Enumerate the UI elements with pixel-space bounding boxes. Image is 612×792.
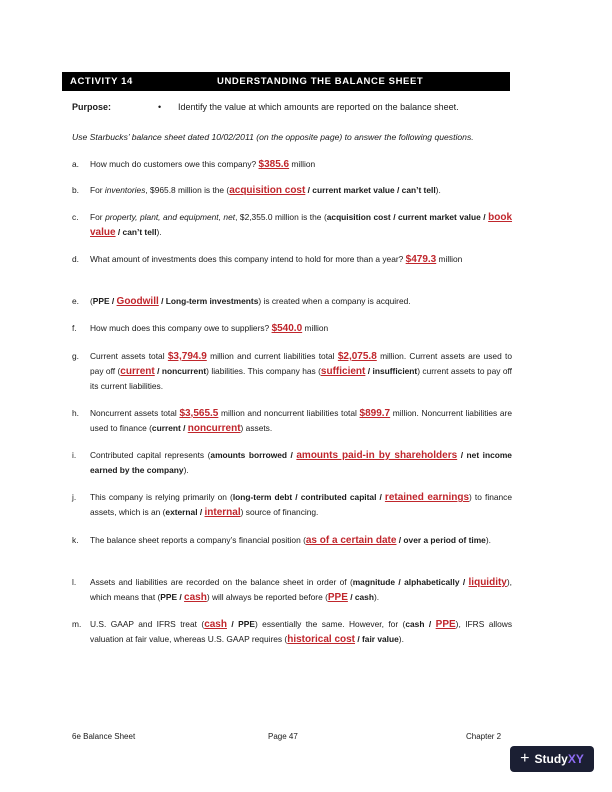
question-body: Noncurrent assets total $3,565.5 million and noncurrent liabilities total $899.7 million. Noncurrent liabilities are used to finance (current / noncurrent) assets. (90, 408, 512, 434)
answer: $899.7 (359, 408, 391, 419)
question-letter: e. (72, 296, 79, 306)
logo-xy-text: XY (567, 752, 584, 766)
activity-number: ACTIVITY 14 (70, 76, 133, 87)
question-body: U.S. GAAP and IFRS treat (cash / PPE) essentially the same. However, for (cash / PPE), IFRS allows valuation at fair value, whereas U.S. GAAP requires (historical cost / fair value). (90, 619, 513, 645)
instructions: Use Starbucks’ balance sheet dated 10/02/2011 (on the opposite page) to answer the following questions. (72, 132, 474, 142)
answer: noncurrent (187, 423, 241, 434)
answer: $385.6 (258, 159, 290, 170)
question-body: Current assets total $3,794.9 million and current liabilities total $2,075.8 million. Current assets are used to pay off (current / noncurrent) liabilities. This company has (sufficient / insufficient) current assets to pay off its current liabilities. (90, 351, 513, 391)
answer: liquidity (468, 577, 507, 588)
question-letter: f. (72, 323, 77, 333)
question-letter: i. (72, 450, 77, 460)
question-body: For inventories, $965.8 million is the (acquisition cost / current market value / can’t tell). (90, 185, 441, 196)
question-body: How much does this company owe to suppliers? $540.0 million (90, 323, 329, 334)
answer: internal (204, 507, 241, 518)
plus-icon: + (520, 750, 530, 767)
question-body: What amount of investments does this company intend to hold for more than a year? $479.3 million (90, 254, 463, 265)
footer-left: 6e Balance Sheet (72, 732, 136, 741)
answer: $3,565.5 (179, 408, 219, 419)
answer: $479.3 (405, 254, 437, 265)
question-letter: g. (72, 351, 79, 361)
answer: Goodwill (116, 296, 159, 307)
question-letter: a. (72, 159, 79, 169)
footer-page: Page 47 (268, 732, 298, 741)
footer-chapter: Chapter 2 (466, 732, 502, 741)
question-letter: m. (72, 619, 82, 629)
bullet-icon: • (158, 102, 162, 112)
question-letter: k. (72, 535, 79, 545)
question-letter: b. (72, 185, 79, 195)
question-body: Contributed capital represents (amounts borrowed / amounts paid-in by shareholders / net income earned by the company). (90, 450, 512, 475)
answer: PPE (435, 619, 456, 630)
question-body: Assets and liabilities are recorded on the balance sheet in order of (magnitude / alphabetically / liquidity), which means that (PPE / cash) will always be reported before (PPE / cash). (90, 577, 512, 603)
answer: book value (90, 212, 513, 238)
answer: $3,794.9 (167, 351, 207, 362)
answer: amounts paid-in by shareholders (296, 450, 458, 461)
answer: historical cost (287, 634, 356, 645)
logo-study-text: Study (534, 752, 568, 766)
answer: acquisition cost (229, 185, 306, 196)
question-body: This company is relying primarily on (long-term debt / contributed capital / retained earnings) to finance assets, which is an (external / internal) source of financing. (90, 492, 513, 518)
question-letter: j. (72, 492, 77, 502)
activity-title: UNDERSTANDING THE BALANCE SHEET (217, 76, 424, 87)
question-body: How much do customers owe this company? $385.6 million (90, 159, 316, 170)
purpose-text: Identify the value at which amounts are reported on the balance sheet. (178, 102, 459, 112)
question-body: The balance sheet reports a company’s financial position (as of a certain date / over a period of time). (90, 535, 491, 546)
answer: sufficient (320, 366, 366, 377)
studyxy-logo[interactable] (510, 746, 594, 772)
question-body: For property, plant, and equipment, net, $2,355.0 million is the (acquisition cost / current market value / book value / can’t tell). (90, 212, 513, 238)
activity-header (62, 72, 510, 91)
answer: cash (184, 592, 207, 603)
answer: as of a certain date (305, 535, 397, 546)
answer: current (120, 366, 155, 377)
question-body: (PPE / Goodwill / Long-term investments) is created when a company is acquired. (90, 296, 411, 307)
question-letter: h. (72, 408, 79, 418)
answer: retained earnings (384, 492, 470, 503)
answer: cash (204, 619, 227, 630)
purpose-label: Purpose: (72, 102, 112, 112)
answer: $540.0 (271, 323, 303, 334)
question-letter: d. (72, 254, 79, 264)
question-letter: c. (72, 212, 79, 222)
answer: PPE (327, 592, 348, 603)
answer: $2,075.8 (337, 351, 377, 362)
question-letter: l. (72, 577, 77, 587)
